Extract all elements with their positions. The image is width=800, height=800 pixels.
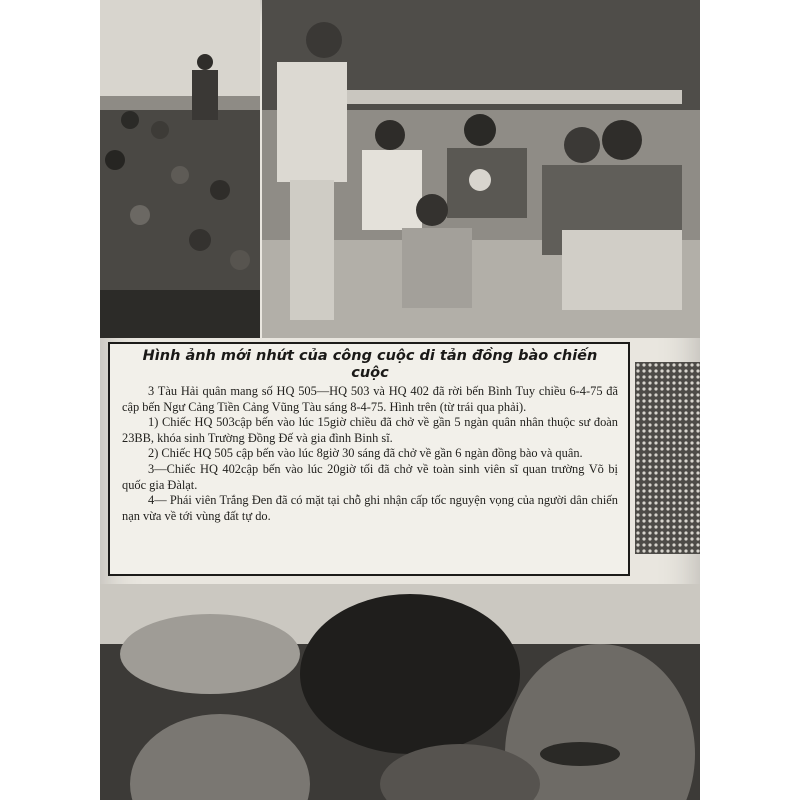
halftone-fragment-image [635, 362, 700, 554]
caption-paragraph-4: 4— Phái viên Trắng Đen đã có mặt tại chỗ ghi nhận cấp tốc nguyện vọng của người dân chiến nạn vừa về tới vùng đất tự do. [122, 493, 618, 523]
caption-headline: Hình ảnh mới nhứt của công cuộc di tản đồng bào chiến cuộc [142, 348, 598, 381]
photo-refugee-image [262, 0, 700, 338]
photo-soldiers-on-ship [100, 0, 260, 338]
photo-halftone-fragment [635, 362, 700, 554]
caption-paragraph-2: 2) Chiếc HQ 505 cập bến vào lúc 8giờ 30 sáng đã chở về gần 6 ngàn đồng bào và quân. [148, 446, 583, 461]
photo-refugee-family [262, 0, 700, 338]
caption-body [122, 384, 618, 524]
caption-paragraph-1: 1) Chiếc HQ 503cập bến vào lúc 15giờ chiều đã chở về gần 5 ngàn quân nhân thuộc sư đoàn 23BB, khóa sinh Trường Đồng Đế và gia đình Binh sĩ. [122, 415, 618, 445]
photo-child-closeup [100, 584, 700, 800]
caption-paragraph-intro: 3 Tàu Hải quân mang số HQ 505—HQ 503 và HQ 402 đã rời bến Bình Tuy chiều 6-4-75 đã cập bến Ngư Cảng Tiền Cảng Vũng Tàu sáng 8-4-75. Hình trên (từ trái qua phải). [122, 384, 618, 414]
caption-paragraph-3: 3—Chiếc HQ 402cập bến vào lúc 20giờ tối đã chở về toàn sinh viên sĩ quan trường Võ bị quốc gia Đàlạt. [122, 461, 618, 492]
newspaper-clipping [100, 0, 700, 800]
photo-child-image [100, 584, 700, 800]
caption-box [108, 342, 630, 576]
photo-soldiers-image [100, 0, 260, 338]
